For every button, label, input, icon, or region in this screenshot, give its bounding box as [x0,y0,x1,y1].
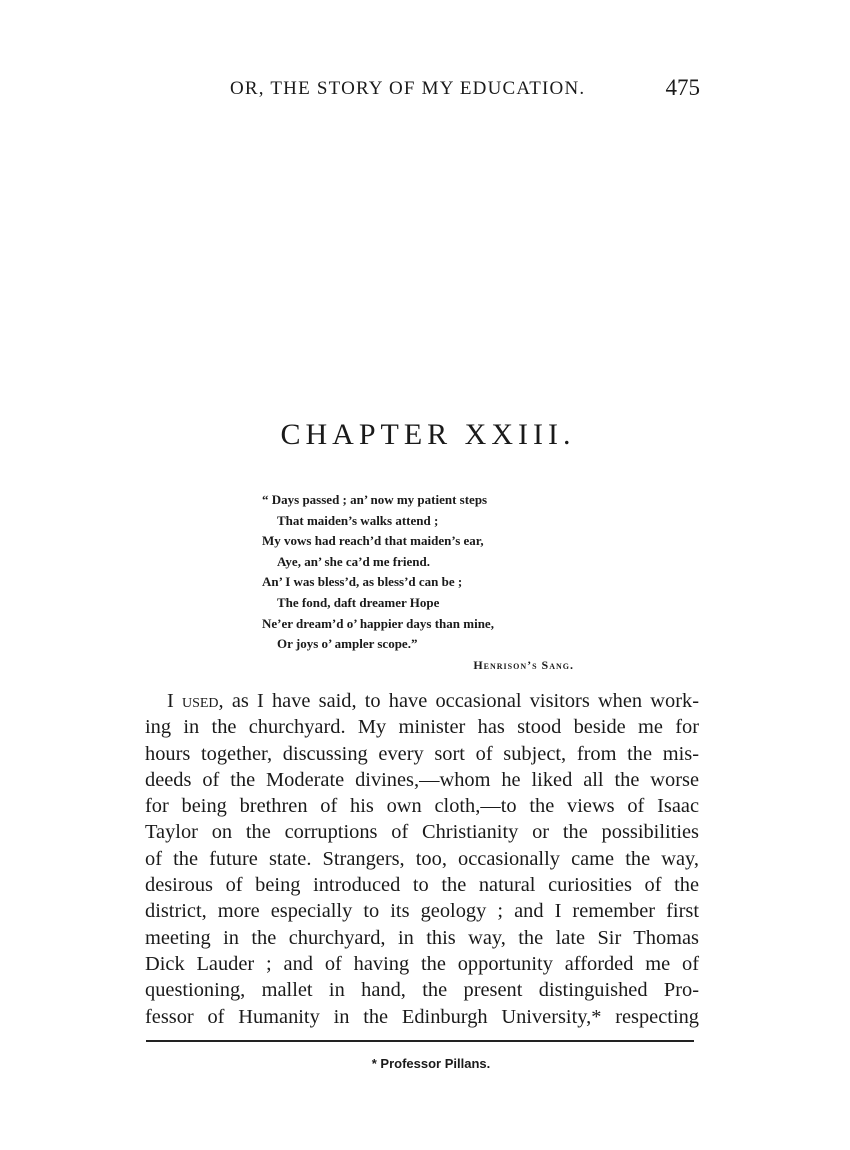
epigraph-line: My vows had reach’d that maiden’s ear, [262,533,484,549]
body-line: ing in the churchyard. My minister has stood beside me for [145,716,699,739]
epigraph-line: “ Days passed ; an’ now my patient steps [262,492,488,507]
epigraph-line: Aye, an’ she ca’d me friend. [277,553,430,569]
epigraph-attribution: Henrison’s Sang. [473,657,574,672]
running-title: OR, THE STORY OF MY EDUCATION. [230,78,586,99]
body-line: Taylor on the corruptions of Christianity or the possibilities [145,821,699,844]
body-line-text: as I have said, to have occasional visitors when work- [223,690,699,712]
body-opening-word: I used, [167,690,224,712]
footnote-divider [146,1040,694,1042]
body-line [145,688,699,714]
page-number: 475 [665,75,700,100]
body-line: questioning, mallet in hand, the present distinguished Pro- [145,979,699,1002]
body-line: fessor of Humanity in the Edinburgh University,* respecting [145,1005,699,1028]
body-line: desirous of being introduced to the natural curiosities of the [145,874,699,897]
footnote: * Professor Pillans. [371,1056,491,1071]
body-line: of the future state. Strangers, too, occasionally came the way, [145,847,699,870]
epigraph-line: Or joys o’ ampler scope.” [277,636,418,652]
running-head [230,75,700,108]
body-paragraph [145,688,699,1030]
body-line: Dick Lauder ; and of having the opportunity afforded me of [145,952,699,975]
epigraph [262,490,582,675]
epigraph-line: An’ I was bless’d, as bless’d can be ; [262,574,463,590]
body-line: district, more especially to its geology ; and I remember first [145,900,699,923]
body-line: meeting in the churchyard, in this way, the late Sir Thomas [145,926,699,949]
body-line: deeds of the Moderate divines,—whom he liked all the worse [145,768,699,791]
body-line: hours together, discussing every sort of subject, from the mis- [145,742,699,765]
epigraph-line: That maiden’s walks attend ; [277,512,439,528]
chapter-title: CHAPTER XXIII. [280,418,576,451]
epigraph-line: The fond, daft dreamer Hope [277,594,440,610]
body-line: for being brethren of his own cloth,—to the views of Isaac [145,795,699,818]
epigraph-line: Ne’er dream’d o’ happier days than mine, [262,615,494,631]
